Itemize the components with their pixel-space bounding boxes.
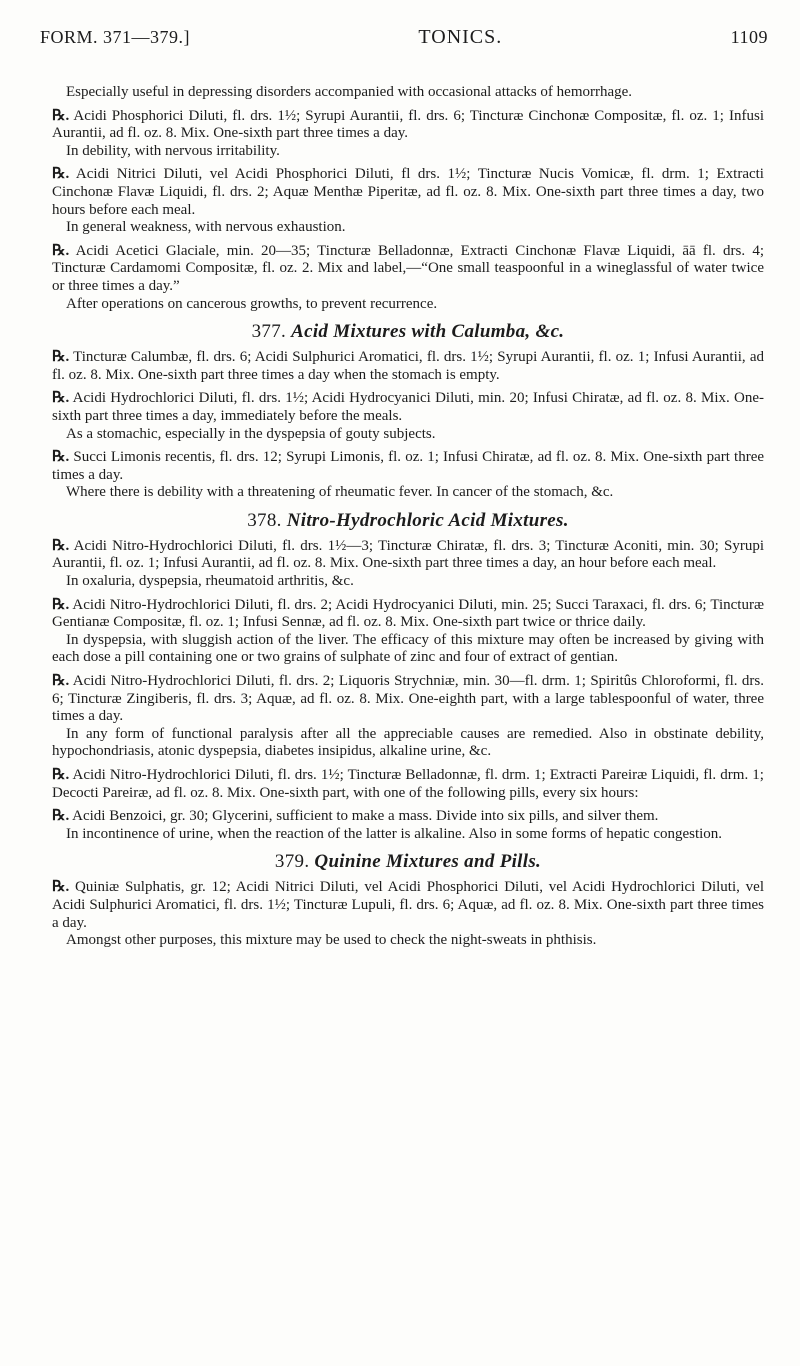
section-title: Quinine Mixtures and Pills. bbox=[314, 851, 542, 873]
paragraph-text: Acidi Benzoici, gr. 30; Glycerini, sufficient to make a mass. Divide into six pills, and silver them. bbox=[72, 808, 659, 825]
paragraph-text: In debility, with nervous irritability. bbox=[66, 142, 280, 159]
paragraph-text: Especially useful in depressing disorders accompanied with occasional attacks of hemorrhage. bbox=[66, 84, 633, 100]
paragraph-text: Acidi Nitro-Hydrochlorici Diluti, fl. drs. 2; Liquoris Strychniæ, min. 30—fl. drm. 1; Spiritûs Chloroformi, fl. drs. 6; Tincturæ Zingiberis, fl. drs. 3; Aquæ, ad fl. oz. 8. Mix. One-eighth part, with a large tablespoonful of water, three times a day. bbox=[52, 673, 764, 725]
indication-note bbox=[52, 726, 764, 761]
recipe-symbol: ℞. bbox=[52, 808, 70, 825]
paragraph-text: Tincturæ Calumbæ, fl. drs. 6; Acidi Sulphurici Aromatici, fl. drs. 1½; Syrupi Aurantii, fl. oz. 1; Infusi Aurantii, ad fl. oz. 8. Mix. One-sixth part three times a day when the stomach is empty. bbox=[52, 349, 765, 383]
section-heading bbox=[52, 851, 764, 873]
section-heading bbox=[52, 321, 764, 343]
prescription bbox=[52, 449, 764, 484]
indication-note bbox=[52, 573, 764, 591]
section-number: 377. bbox=[251, 321, 292, 343]
indication-note bbox=[52, 932, 764, 950]
paragraph-text: In dyspepsia, with sluggish action of the liver. The efficacy of this mixture may often be increased by giving with each dose a pill containing one or two grains of sulphate of zinc and four of extract of gentian. bbox=[52, 631, 764, 666]
recipe-symbol: ℞. bbox=[52, 596, 70, 613]
paragraph-text: Acidi Hydrochlorici Diluti, fl. drs. 1½; Acidi Hydrocyanici Diluti, min. 20; Infusi Chiratæ, ad fl. oz. 8. Mix. One-sixth part three times a day, immediately before the meals. bbox=[52, 390, 764, 424]
section-title: Acid Mixtures with Calumba, &c. bbox=[291, 321, 565, 343]
prescription bbox=[52, 879, 764, 932]
section-heading bbox=[52, 510, 764, 532]
prescription bbox=[52, 390, 764, 425]
paragraph-text: Acidi Phosphorici Diluti, fl. drs. 1½; Syrupi Aurantii, fl. drs. 6; Tincturæ Cinchonæ Compositæ, fl. oz. 1; Infusi Aurantii, ad fl. oz. 8. Mix. One-sixth part three times a day. bbox=[52, 107, 764, 142]
recipe-symbol: ℞. bbox=[52, 673, 70, 690]
recipe-symbol: ℞. bbox=[52, 349, 70, 366]
paragraph-text: Acidi Nitro-Hydrochlorici Diluti, fl. drs. 2; Acidi Hydrocyanici Diluti, min. 25; Succi Taraxaci, fl. drs. 6; Tincturæ Gentianæ Compositæ, fl. oz. 1; Infusi Sennæ, ad fl. oz. 8. Mix. One-sixth part twice or thrice daily. bbox=[52, 596, 764, 631]
paragraph-text: In oxaluria, dyspepsia, rheumatoid arthritis, &c. bbox=[66, 573, 354, 590]
recipe-symbol: ℞. bbox=[52, 537, 70, 554]
paragraph-text: After operations on cancerous growths, to prevent recurrence. bbox=[66, 295, 438, 312]
prescription bbox=[52, 108, 764, 143]
recipe-symbol: ℞. bbox=[52, 767, 70, 783]
indication-note bbox=[52, 826, 764, 844]
prescription bbox=[52, 349, 764, 384]
recipe-symbol: ℞. bbox=[52, 879, 70, 896]
prescription bbox=[52, 166, 764, 219]
paragraph-text: Acidi Nitro-Hydrochlorici Diluti, fl. drs. 1½; Tincturæ Belladonnæ, fl. drm. 1; Extracti Pareiræ Liquidi, fl. drm. 1; Decocti Pareiræ, ad fl. oz. 8. Mix. One-sixth part, with one of the following pills, every six hours: bbox=[52, 767, 764, 801]
indication-note bbox=[52, 296, 764, 314]
running-head bbox=[40, 26, 768, 49]
indication-note bbox=[52, 219, 764, 237]
paragraph-text: Where there is debility with a threatening of rheumatic fever. In cancer of the stomach, &c. bbox=[66, 484, 614, 501]
paragraph-text: Acidi Nitro-Hydrochlorici Diluti, fl. drs. 1½—3; Tincturæ Chiratæ, fl. drs. 3; Tincturæ Aconiti, min. 30; Syrupi Aurantii, fl. oz. 1; Infusi Aurantii, ad fl. oz. 8. Mix. One-sixth part three times a day, an hour before each meal. bbox=[52, 537, 764, 572]
indication-note bbox=[52, 84, 764, 102]
paragraph-text: In incontinence of urine, when the reaction of the latter is alkaline. Also in some forms of hepatic congestion. bbox=[66, 825, 723, 842]
prescription bbox=[52, 767, 764, 802]
indication-note bbox=[52, 143, 764, 161]
indication-note bbox=[52, 632, 764, 667]
paragraph-text: In any form of functional paralysis after all the appreciable causes are remedied. Also in obstinate debility, hypochondriasis, atonic dyspepsia, diabetes insipidus, alkaline urine, &c. bbox=[52, 725, 764, 760]
prescription bbox=[52, 597, 764, 632]
section-range: FORM. 371—379.] bbox=[40, 27, 191, 47]
section-number: 379. bbox=[274, 851, 315, 873]
section-title: Nitro-Hydrochloric Acid Mixtures. bbox=[286, 509, 569, 531]
recipe-symbol: ℞. bbox=[52, 242, 70, 259]
prescription bbox=[52, 243, 764, 296]
paragraph-text: As a stomachic, especially in the dyspepsia of gouty subjects. bbox=[66, 425, 436, 442]
recipe-symbol: ℞. bbox=[52, 449, 70, 466]
paragraph-text: Acidi Acetici Glaciale, min. 20—35; Tincturæ Belladonnæ, Extracti Cinchonæ Flavæ Liquidi, āā fl. drs. 4; Tincturæ Cardamomi Compositæ, fl. oz. 2. Mix and label,—“One small teaspoonful in a wineglassful of water twice or three times a day.” bbox=[52, 242, 764, 294]
prescription bbox=[52, 538, 764, 573]
page-body bbox=[52, 84, 764, 950]
prescription bbox=[52, 673, 764, 726]
paragraph-text: Amongst other purposes, this mixture may be used to check the night-sweats in phthisis. bbox=[66, 932, 597, 949]
section-number: 378. bbox=[247, 509, 287, 531]
recipe-symbol: ℞. bbox=[52, 166, 70, 183]
chapter-title: TONICS. bbox=[418, 26, 503, 48]
paragraph-text: Quiniæ Sulphatis, gr. 12; Acidi Nitrici Diluti, vel Acidi Phosphorici Diluti, vel Acidi Hydrochlorici Diluti, vel Acidi Sulphurici Aromatici, fl. drs. 1½; Tincturæ Lupuli, fl. drs. 6; Aquæ, ad fl. oz. 8. Mix. One-sixth part three times a day. bbox=[52, 879, 764, 931]
paragraph-text: Acidi Nitrici Diluti, vel Acidi Phosphorici Diluti, fl drs. 1½; Tincturæ Nucis Vomicæ, fl. drm. 1; Extracti Cinchonæ Flavæ Liquidi, fl. drs. 2; Aquæ Menthæ Piperitæ, ad fl. oz. 8. Mix. One-sixth part three times a day, two hours before each meal. bbox=[52, 166, 764, 218]
paragraph-text: Succi Limonis recentis, fl. drs. 12; Syrupi Limonis, fl. oz. 1; Infusi Chiratæ, ad fl. oz. 8. Mix. One-sixth part three times a day. bbox=[52, 449, 765, 483]
indication-note bbox=[52, 484, 764, 502]
prescription bbox=[52, 808, 764, 826]
recipe-symbol: ℞. bbox=[52, 107, 70, 124]
recipe-symbol: ℞. bbox=[52, 390, 70, 407]
indication-note bbox=[52, 426, 764, 444]
page-number: 1109 bbox=[730, 27, 768, 47]
paragraph-text: In general weakness, with nervous exhaustion. bbox=[66, 219, 346, 236]
